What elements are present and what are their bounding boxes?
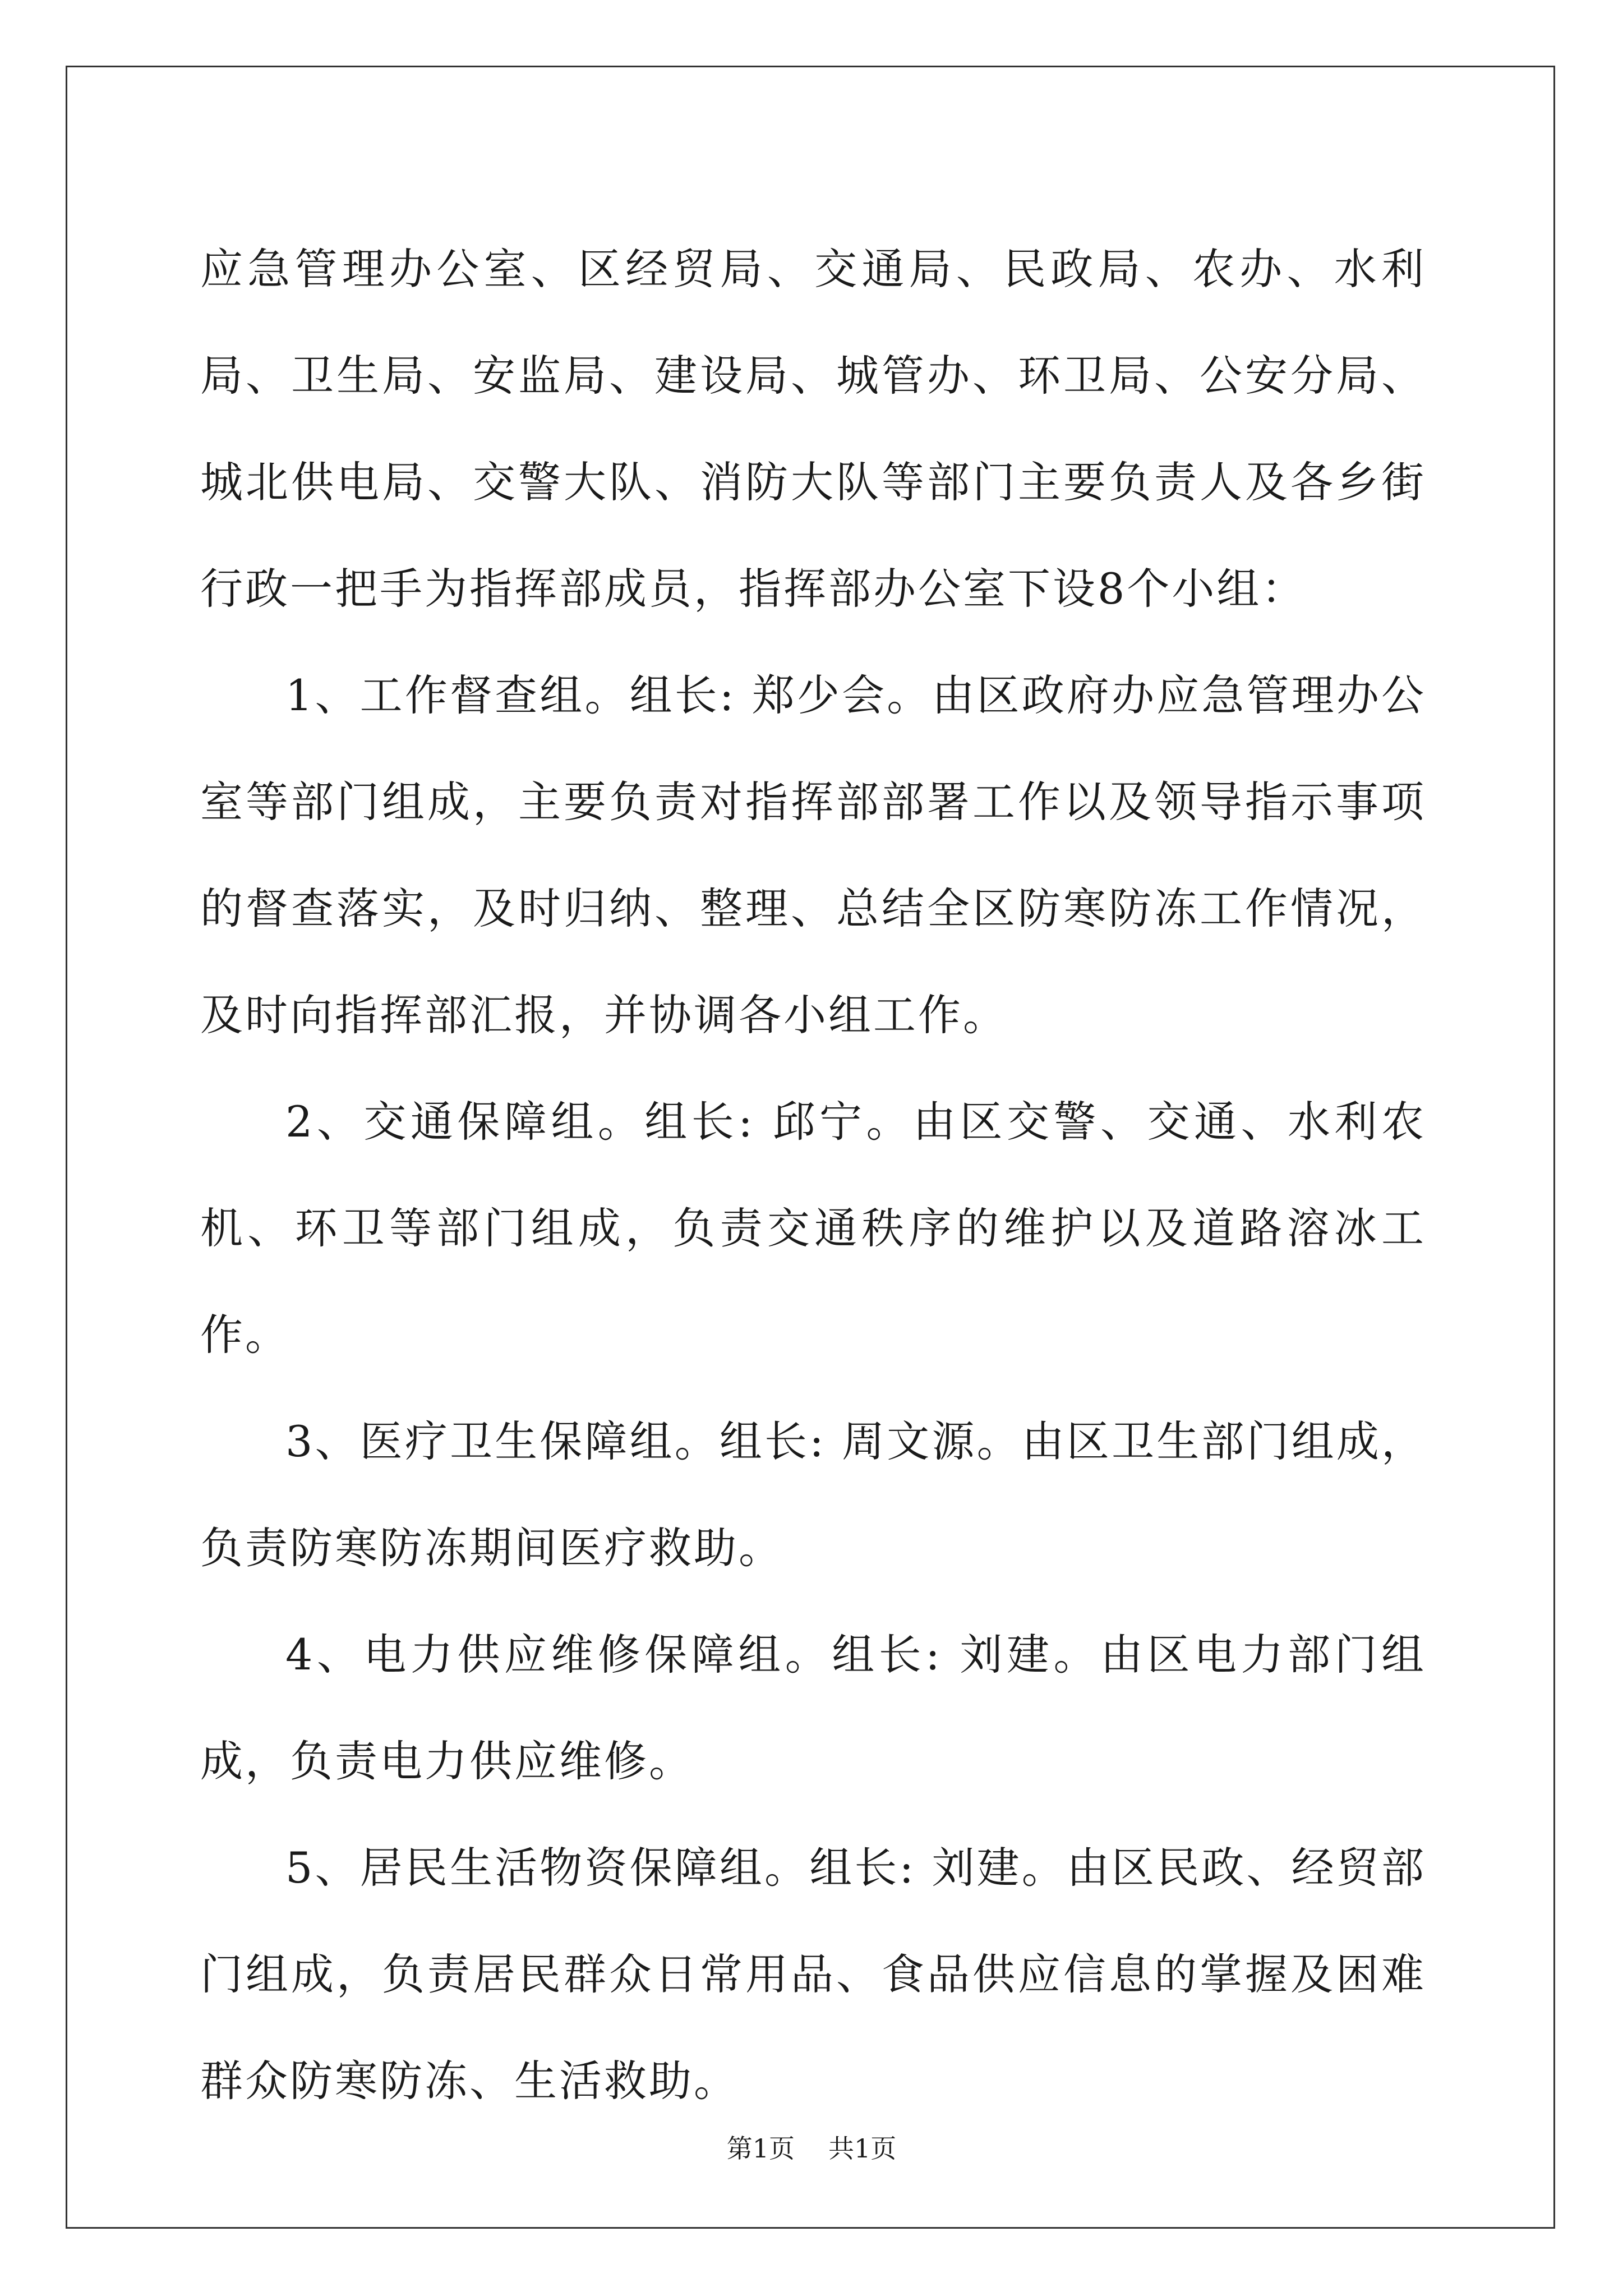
page-total: 共1页: [828, 2133, 897, 2164]
paragraph-members: 应急管理办公室、区经贸局、交通局、民政局、农办、水利局、卫生局、安监局、建设局、城管办、环卫局、公安分局、城北供电局、交警大队、消防大队等部门主要负责人及各乡街行政一把手为指挥部成员，指挥部办公室下设8个小组：: [200, 244, 1426, 614]
document-body: [200, 216, 1426, 2134]
paragraph-group-3: 3、医疗卫生保障组。组长: 周文源。由区卫生部门组成，负责防寒防冻期间医疗救助。: [200, 1416, 1426, 1573]
paragraph-group-2: 2、交通保障组。组长: 邱宁。由区交警、交通、水利农机、环卫等部门组成，负责交通秩序的维护以及道路溶冰工作。: [200, 1097, 1426, 1360]
paragraph-group-5: 5、居民生活物资保障组。组长: 刘建。由区民政、经贸部门组成，负责居民群众日常用品、食品供应信息的掌握及困难群众防寒防冻、生活救助。: [200, 1843, 1426, 2106]
page-footer: [0, 2132, 1623, 2165]
paragraph-group-1: 1、工作督查组。组长: 郑少会。由区政府办应急管理办公室等部门组成，主要负责对指挥部部署工作以及领导指示事项的督查落实，及时归纳、整理、总结全区防寒防冻工作情况，及时向指挥部汇报，并协调各小组工作。: [200, 670, 1426, 1040]
page-number: 第1页: [726, 2133, 795, 2164]
paragraph-group-4: 4、电力供应维修保障组。组长: 刘建。由区电力部门组成，负责电力供应维修。: [200, 1630, 1426, 1786]
